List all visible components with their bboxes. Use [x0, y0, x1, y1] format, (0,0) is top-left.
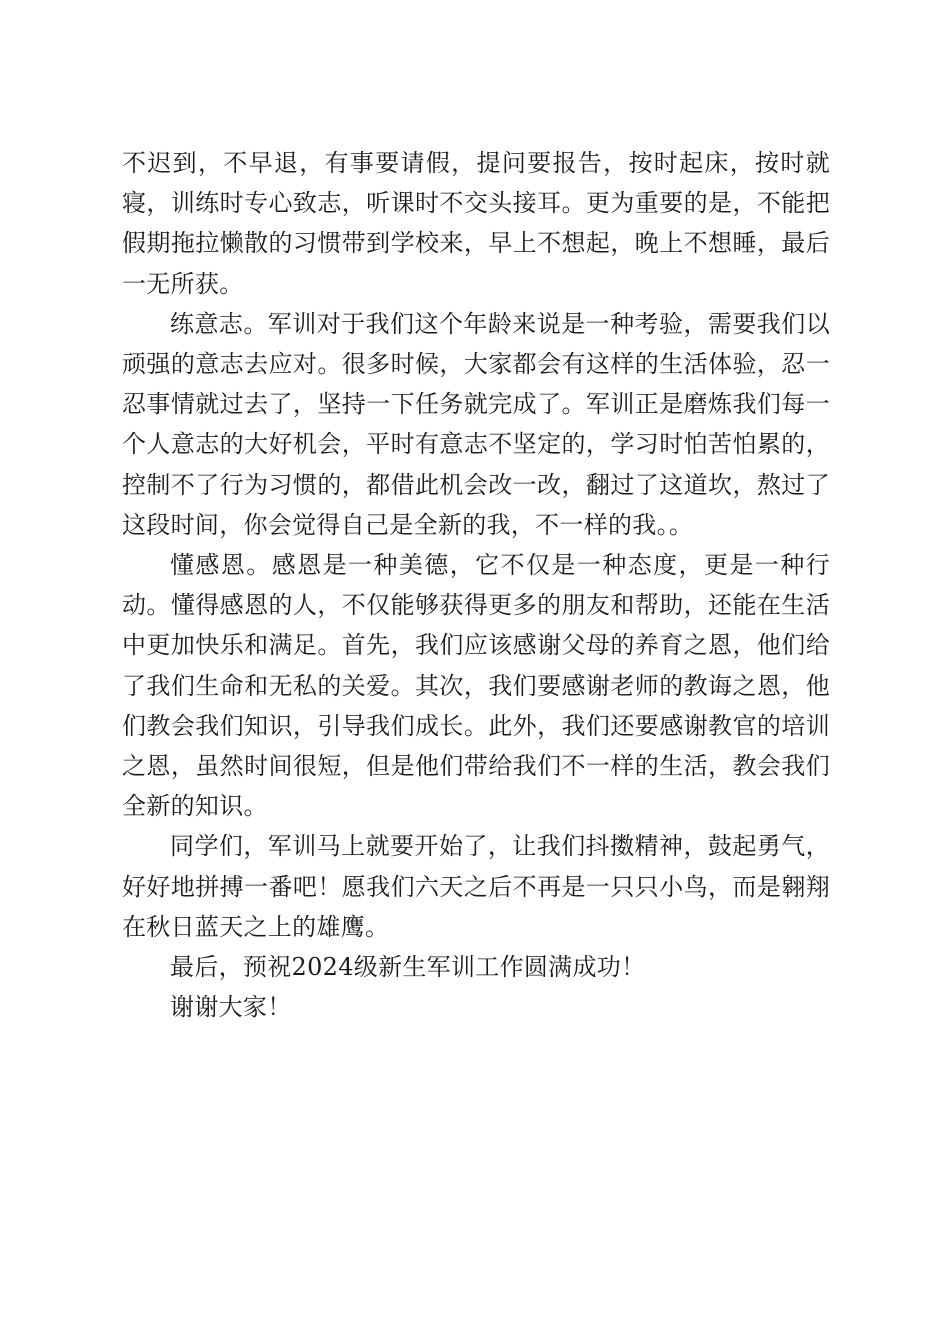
paragraph-wishes: 最后，预祝2024级新生军训工作圆满成功！	[170, 953, 646, 982]
paragraph-discipline-continued: 不迟到，不早退，有事要请假，提问要报告，按时起床，按时就寝，训练时专心致志，听课时不交头接耳。更为重要的是，不能把假期拖拉懒散的习惯带到学校来，早上不想起，晚上不想睡，最后一无所获。	[122, 149, 830, 298]
paragraph-gratitude: 懂感恩。感恩是一种美德，它不仅是一种态度，更是一种行动。懂得感恩的人，不仅能够获得更多的朋友和帮助，还能在生活中更加快乐和满足。首先，我们应该感谢父母的养育之恩，他们给了我们生命和无私的关爱。其次，我们要感谢老师的教诲之恩，他们教会我们知识，引导我们成长。此外，我们还要感谢教官的培训之恩，虽然时间很短，但是他们带给我们不一样的生活，教会我们全新的知识。	[122, 551, 830, 821]
document-body	[122, 143, 830, 1027]
paragraph-willpower: 练意志。军训对于我们这个年龄来说是一种考验，需要我们以顽强的意志去应对。很多时候，大家都会有这样的生活体验，忍一忍事情就过去了，坚持一下任务就完成了。军训正是磨炼我们每一个人意志的大好机会，平时有意志不坚定的，学习时怕苦怕累的，控制不了行为习惯的，都借此机会改一改，翻过了这道坎，熬过了这段时间，你会觉得自己是全新的我，不一样的我。。	[122, 309, 830, 539]
paragraph-thanks: 谢谢大家！	[170, 993, 292, 1022]
paragraph-encouragement: 同学们，军训马上就要开始了，让我们抖擞精神，鼓起勇气，好好地拼搏一番吧！愿我们六天之后不再是一只只小鸟，而是翱翔在秋日蓝天之上的雄鹰。	[122, 832, 830, 941]
